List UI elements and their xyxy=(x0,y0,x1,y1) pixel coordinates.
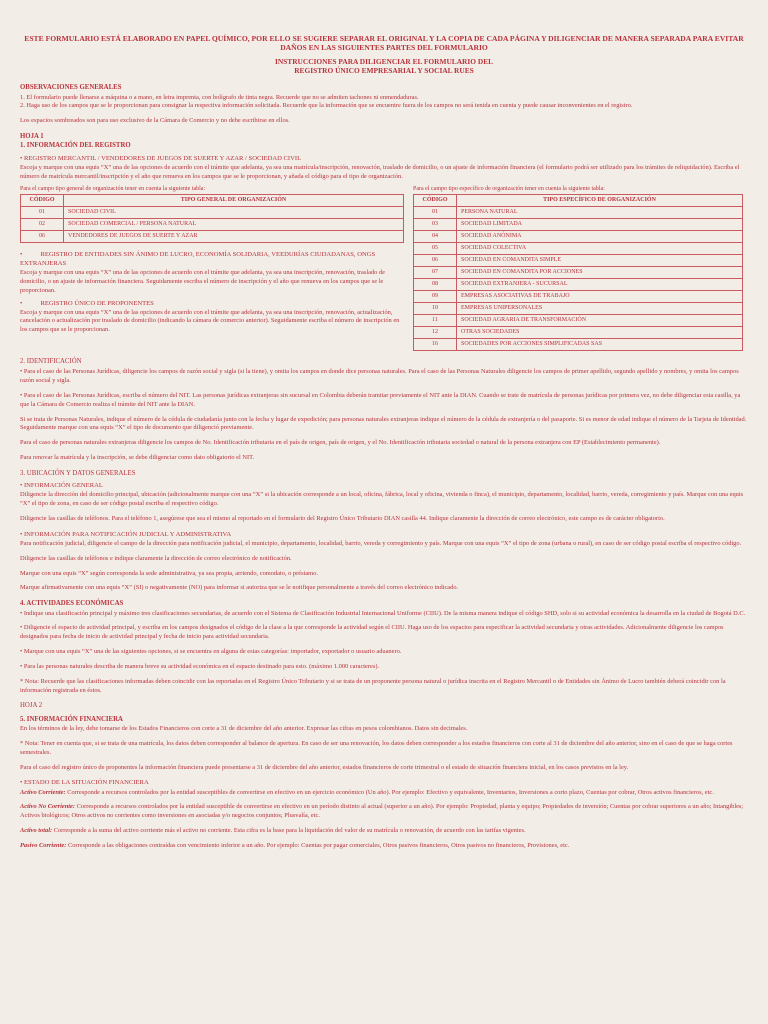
activo-no-corriente-term: Activo No Corriente: xyxy=(20,803,76,811)
ubicacion-g1: Diligencie la dirección del domicilio principal, ubicación (adicionalmente marque con una “X” si la ubicación corresponde a un local, oficina, fábrica, local y oficina, vivienda o finca), el municipio, departamento, localidad, barrio, vereda, corregimiento y país. Marque con una equis “X” el tipo de zona, en caso de ser código postal escriba el respectivo código. xyxy=(20,491,744,508)
identificacion-heading: 2. IDENTIFICACIÓN xyxy=(20,357,82,365)
title-line-2: REGISTRO ÚNICO EMPRESARIAL Y SOCIAL RUES xyxy=(294,65,474,75)
table-header-row xyxy=(21,194,404,206)
pasivo-corriente-def xyxy=(20,842,748,851)
activo-corriente-text: Corresponde a recursos controlados por la entidad susceptibles de convertirse en efectivo en un ejercicio económico (Un año). Por ejemplo: Efectivo y equivalente, Inventarios, Inversiones a corto plazo, Cuentas por cobrar, Otros activos financieros, etc. xyxy=(65,788,714,796)
table-row xyxy=(21,218,404,230)
table-row xyxy=(414,242,743,254)
col-type: TIPO GENERAL DE ORGANIZACIÓN xyxy=(64,194,404,206)
general-table-caption: Para el campo tipo general de organización tener en cuenta la siguiente tabla: xyxy=(20,185,206,192)
row-code: 01 xyxy=(21,206,64,218)
row-type: SOCIEDAD COMERCIAL / PERSONA NATURAL xyxy=(64,218,404,230)
mercantil-text: Escoja y marque con una equis “X” una de las opciones de acuerdo con el trámite que adelanta, ya sea una matrícula/inscripción, renovación, traslado de domicilio, o un ajuste de información financiera (el formulario podrá ser utilizado para los trámites de reliquidación). Escriba el número de matrícula mercantil/inscripción y el año que renueva en los campos que se le proporcionan, y añada el código para el tipo de organización. xyxy=(20,163,740,180)
table-row xyxy=(414,338,743,350)
row-code: 11 xyxy=(414,314,457,326)
activo-no-corriente-def xyxy=(20,803,748,821)
row-code: 01 xyxy=(414,206,457,218)
informacion-general-heading: • INFORMACIÓN GENERAL xyxy=(20,482,103,490)
notificacion-j3: Marque con una equis “X” según corresponda la sede administrativa, ya sea propia, arriendo, comodato, o préstamo. xyxy=(20,569,318,577)
proponentes-heading-text: REGISTRO ÚNICO DE PROPONENTES xyxy=(40,299,154,307)
hoja-1-label: HOJA 1 xyxy=(20,133,44,141)
activo-total-term: Activo total: xyxy=(20,827,53,835)
paper-notice: ESTE FORMULARIO ESTÁ ELABORADO EN PAPEL QUÍMICO, POR ELLO SE SUGIERE SEPARAR EL ORIGINAL Y LA COPIA DE CADA PÁGINA Y DILIGENCIAR DE MANERA SEPARADA PARA EVITAR DAÑOS EN LAS SIGUIENTES PARTES DEL FORMULARIO xyxy=(24,34,744,53)
table-row xyxy=(414,302,743,314)
row-code: 03 xyxy=(414,218,457,230)
observaciones-heading: OBSERVACIONES GENERALES xyxy=(20,84,122,92)
col-code: CÓDIGO xyxy=(21,194,64,206)
table-row xyxy=(414,254,743,266)
table-row xyxy=(414,278,743,290)
right-column xyxy=(413,185,743,351)
row-code: 12 xyxy=(414,326,457,338)
notificacion-j2: Diligencie las casillas de teléfonos e indique claramente la dirección de correo electrónico de notificación. xyxy=(20,554,292,562)
actividades-a2: • Diligencie el espacio de actividad principal, y escriba en los campos designados el código de la clase a la que corresponde la actividad según el CIIU. Haga uso de los espacios para especificar la actividad secundaria y otras actividades. Adicionalmente diligencie los campos designados para fecha de inicio de actividad principal y fecha de inicio para actividad secundaria. xyxy=(20,624,724,641)
col-code: CÓDIGO xyxy=(414,194,457,206)
table-row xyxy=(414,326,743,338)
bullet: • xyxy=(20,250,41,258)
row-code: 06 xyxy=(21,230,64,242)
identificacion-p1: • Para el caso de las Personas Jurídicas, diligencie los campos de razón social y sigla (si la tiene), y omita los campos en donde dice personas naturales. Para el caso de las Personas Naturales diligencie los campos de primer apellido, segundo apellido y nombres, y omita los campos razón social y sigla. xyxy=(20,368,739,385)
row-code: 04 xyxy=(414,230,457,242)
observacion-1: 1. El formulario puede llenarse a máquina o a mano, en letra imprenta, con bolígrafo de tinta negra. Recuerde que no se admiten tachones ni enmendaduras. xyxy=(20,93,419,101)
row-type: SOCIEDAD AGRARIA DE TRANSFORMACIÓN xyxy=(457,314,743,326)
table-row xyxy=(414,230,743,242)
specific-organization-table xyxy=(413,194,743,351)
section-5-heading: 5. INFORMACIÓN FINANCIERA xyxy=(20,715,123,723)
proponentes-heading xyxy=(20,299,404,308)
title-line-1: INSTRUCCIONES PARA DILIGENCIAR EL FORMULARIO DEL xyxy=(274,57,494,67)
page-title xyxy=(20,58,748,75)
general-table-body xyxy=(21,206,404,242)
estado-situacion-heading: • ESTADO DE LA SITUACIÓN FINANCIERA xyxy=(20,779,149,787)
specific-table-caption: Para el campo tipo específico de organización tener en cuenta la siguiente tabla: xyxy=(413,185,605,192)
ubicacion-heading: 3. UBICACIÓN Y DATOS GENERALES xyxy=(20,469,136,477)
row-type: SOCIEDAD LIMITADA xyxy=(457,218,743,230)
esal-heading xyxy=(20,250,404,268)
esal-text: Escoja y marque con una equis “X” una de las opciones de acuerdo con el trámite que adelanta, ya sea una inscripción, renovación, traslado de domicilio, o un ajuste de información financiera. Seguidamente escriba el número de inscripción y el año que renueva en los campos que se le proporcionan. xyxy=(20,269,386,294)
shaded-note: Los espacios sombreados son para uso exclusivo de la Cámara de Comercio y no debe escribirse en ellos. xyxy=(20,117,290,125)
actividades-a1: • Indique una clasificación principal y máximo tres clasificaciones secundarias, de acuerdo con el Sistema de Clasificación Industrial Internacional Uniforme (CIIU). De la misma manera indique el código SHD, solo si su actividad económica la desarrolla en la ciudad de Bogotá D.C. xyxy=(20,609,746,617)
table-row xyxy=(414,218,743,230)
row-type: SOCIEDADES POR ACCIONES SIMPLIFICADAS SAS xyxy=(457,338,743,350)
financiera-f3: Para el caso del registro único de proponentes la información financiera puede presentarse a 31 de diciembre del año anterior, estados financieros de corte trimestral o el estado de situación financiera inicial, en los casos previstos en la ley. xyxy=(20,763,629,771)
table-row xyxy=(21,206,404,218)
row-type: VENDEDORES DE JUEGOS DE SUERTE Y AZAR xyxy=(64,230,404,242)
row-type: SOCIEDAD ANÓNIMA xyxy=(457,230,743,242)
pasivo-corriente-text: Corresponde a las obligaciones contraídas con vencimiento inferior a un año. Por ejemplo: Cuentas por pagar comerciales, Otros pasivos financieros, Otros pasivos no financieros, Provisiones, etc. xyxy=(66,841,570,849)
row-type: SOCIEDAD CIVIL xyxy=(64,206,404,218)
row-code: 05 xyxy=(414,242,457,254)
bullet: • xyxy=(20,299,41,307)
general-organization-table xyxy=(20,194,404,243)
row-code: 16 xyxy=(414,338,457,350)
row-type: EMPRESAS ASOCIATIVAS DE TRABAJO xyxy=(457,290,743,302)
ubicacion-g2: Diligencie las casillas de teléfonos. Para el teléfono 1, asegúrese que sea el mismo al reportado en el formulario del Registro Único Tributario DIAN casilla 44. Indique claramente la dirección de correo electrónico, este campo es de carácter obligatorio. xyxy=(20,515,665,522)
identificacion-p5: Para renovar la matrícula y la inscripción, se debe diligenciar como dato obligatorio el NIT. xyxy=(20,454,255,462)
pasivo-corriente-term: Pasivo Corriente: xyxy=(20,841,67,849)
notificacion-heading: • INFORMACIÓN PARA NOTIFICACIÓN JUDICIAL Y ADMINISTRATIVA xyxy=(20,530,232,538)
row-type: SOCIEDAD COLECTIVA xyxy=(457,242,743,254)
row-type: SOCIEDAD EXTRANJERA - SUCURSAL xyxy=(457,278,743,290)
row-code: 09 xyxy=(414,290,457,302)
financiera-f1: En los términos de la ley, debe tomarse de los Estados Financieros con corte a 31 de diciembre del año anterior. Expresar las cifras en pesos colombianos. Datos sin decimales. xyxy=(20,725,468,733)
activo-total-def xyxy=(20,827,748,836)
table-row xyxy=(414,206,743,218)
registro-columns xyxy=(20,185,748,351)
actividades-heading: 4. ACTIVIDADES ECONÓMICAS xyxy=(20,600,124,608)
identificacion-p4: Para el caso de personas naturales extranjeras diligencie los campos de No. Identificación tributaria en el país de origen, país de origen, y el No. Identificación tributaria sociedad o natural de la persona extranjera con EP (Establecimiento permanente). xyxy=(20,439,661,447)
notificacion-j1: Para notificación judicial, diligencie el campo de la dirección para notificación judicial, el municipio, departamento, localidad, barrio, vereda y corregimiento y país. Marque con una equis “X” el tipo de zona (urbana o rural), en caso de ser código postal escriba el respectivo código. xyxy=(20,539,742,547)
activo-corriente-term: Activo Corriente: xyxy=(20,788,66,796)
proponentes-text: Escoja y marque con una equis “X” una de las opciones de acuerdo con el trámite que adelanta, ya sea una inscripción, renovación, actualización, cancelación o actualización por traslado de domicilio (indicando la cámara de comercio anterior). Seguidamente escriba el número de inscripción en los campos que se le proporcionan. xyxy=(20,308,400,334)
row-code: 08 xyxy=(414,278,457,290)
activo-total-text: Corresponde a la suma del activo corriente más el activo no corriente. Esta cifra es la base para la liquidación del valor de su matrícula o renovación, de acuerdo con las tarifas vigentes. xyxy=(52,827,526,835)
notificacion-j4: Marque afirmativamente con una equis “X” (SI) o negativamente (NO) para informar si autoriza que se le notifique personalmente a través del correo electrónico indicado. xyxy=(20,584,459,592)
section-1-heading: 1. INFORMACIÓN DEL REGISTRO xyxy=(20,142,131,150)
table-header-row xyxy=(414,194,743,206)
actividades-a5: * Nota: Recuerde que las clasificaciones informadas deben coincidir con las reportadas en el Registro Único Tributario y si se trata de un proponente persona natural o jurídica inscrita en el Registro Mercantil o de Entidades sin Ánimo de Lucro también deberá coincidir con la información registrada en éstos. xyxy=(20,677,726,694)
col-type: TIPO ESPECÍFICO DE ORGANIZACIÓN xyxy=(457,194,743,206)
row-type: SOCIEDAD EN COMANDITA SIMPLE xyxy=(457,254,743,266)
left-column xyxy=(20,185,404,351)
row-code: 06 xyxy=(414,254,457,266)
actividades-a3: • Marque con una equis “X” una de las siguientes opciones, si se encuentra en alguna de estas categorías: importador, exportador o usuario aduanero. xyxy=(20,648,402,656)
financiera-f2: * Nota: Tener en cuenta que, si se trata de una matrícula, los datos deben corresponder al balance de apertura. En caso de ser una renovación, los datos deben corresponder a los estados financieros con corte al 31 de diciembre del año anterior, sino en el caso de que se haga cortes semestrales. xyxy=(20,739,733,756)
row-type: PERSONA NATURAL xyxy=(457,206,743,218)
activo-no-corriente-text: Corresponde a recursos controlados por la entidad susceptible de convertirse en efectivo en un período distinto al actual (superior a un año). Por ejemplo: Propiedad, planta y equipo; Propiedades de inversión; Cuentas por cobrar superiores a un año; Intangibles; Activos biológicos; Otros activos no corrientes como inversiones en asociadas y/o negocios conjuntos; Plusvalía, etc. xyxy=(20,803,744,820)
table-row xyxy=(414,266,743,278)
mercantil-heading: • REGISTRO MERCANTIL / VENDEDORES DE JUEGOS DE SUERTE Y AZAR / SOCIEDAD CIVIL xyxy=(20,154,302,162)
activo-corriente-def xyxy=(20,789,748,798)
hoja-2-label: HOJA 2 xyxy=(20,702,43,710)
row-code: 10 xyxy=(414,302,457,314)
actividades-a4: • Para las personas naturales describa de manera breve su actividad económica en el espacio destinado para esto. (máximo 1.000 caracteres). xyxy=(20,662,380,670)
identificacion-p3: Si se trata de Personas Naturales, indique el número de la cédula de ciudadanía junto con la fecha y lugar de expedición; para personas naturales extranjeras indique el número de la cédula de extranjería o del pasaporte. Si es menor de edad indique el número de la Tarjeta de Identidad. Seguidamente marque con una equis “X” el tipo de documento que diligenció previamente. xyxy=(20,415,747,432)
row-type: SOCIEDAD EN COMANDITA POR ACCIONES xyxy=(457,266,743,278)
row-code: 07 xyxy=(414,266,457,278)
esal-heading-text: REGISTRO DE ENTIDADES SIN ÁNIMO DE LUCRO, ECONOMÍA SOLIDARIA, VEEDURÍAS CIUDADANAS, ONGS EXTRANJERAS xyxy=(20,250,376,267)
table-row xyxy=(414,314,743,326)
row-type: OTRAS SOCIEDADES xyxy=(457,326,743,338)
table-row xyxy=(414,290,743,302)
identificacion-p2: • Para el caso de las Personas Jurídicas, escriba el número del NIT. Las personas jurídicas extranjeras sin sucursal en Colombia deberán tramitar previamente el NIT ante la DIAN. Cuando se trate de matrícula de personas jurídicas por primera vez, no debe diligenciar esta casilla, ya que la Cámara de Comercio realiza el trámite del NIT ante la DIAN. xyxy=(20,391,741,408)
row-code: 02 xyxy=(21,218,64,230)
row-type: EMPRESAS UNIPERSONALES xyxy=(457,302,743,314)
observacion-2: 2. Haga uso de los campos que se le proporcionan para consignar la respectiva información solicitada. Recuerde que la información que se encuentre fuera de los campos no será tenida en cuenta y puede causar inconvenientes en el registro. xyxy=(20,102,633,110)
specific-table-body xyxy=(414,206,743,350)
table-row xyxy=(21,230,404,242)
